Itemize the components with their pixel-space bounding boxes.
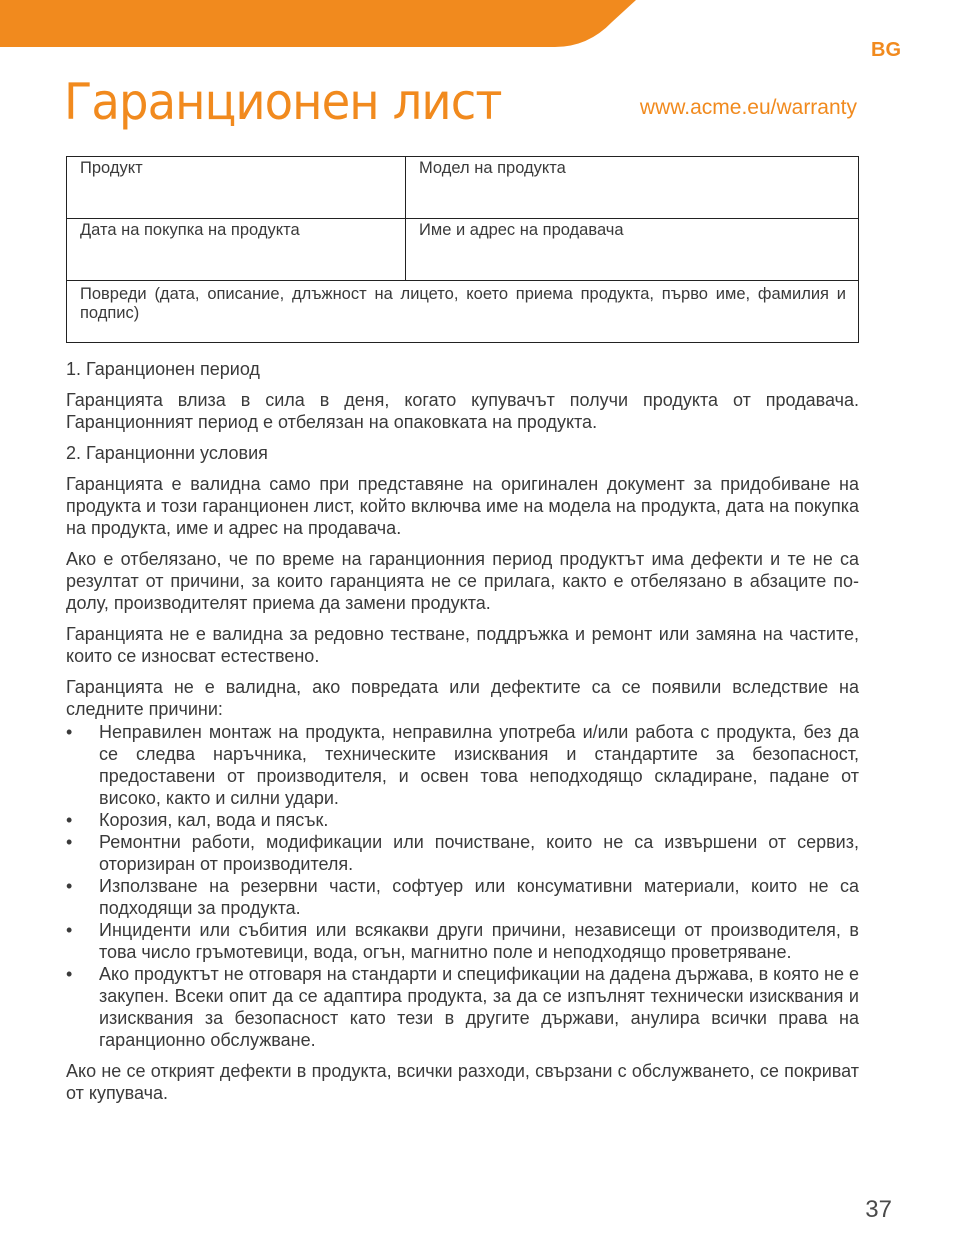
warranty-conditions bbox=[66, 358, 859, 1113]
purchase-date-field[interactable]: Дата на покупка на продукта bbox=[67, 219, 406, 281]
paragraph-1: Гаранцията е валидна само при представяне на оригинален документ за придобиване на продукта и този гаранционен лист, който включва име на модела на продукта, дата на покупка на продукта, име и адрес на продавача. bbox=[66, 474, 859, 538]
warranty-url[interactable]: www.acme.eu/warranty bbox=[639, 96, 857, 119]
paragraph-4: Гаранцията не е валидна, ако повредата или дефектите са се появили вследствие на следните причини: bbox=[66, 677, 859, 719]
product-model-field[interactable]: Модел на продукта bbox=[406, 157, 859, 219]
list-item: • Инциденти или събития или всякакви други причини, независещи от производителя, в това число гръмотевици, вода, огън, магнитно поле и неподходящо проветряване. bbox=[66, 920, 859, 962]
damages-field[interactable]: Повреди (дата, описание, длъжност на лицето, което приема продукта, първо име, фамилия и подпис) bbox=[67, 281, 859, 343]
product-field[interactable]: Продукт bbox=[67, 157, 406, 219]
paragraph-5: Ако не се открият дефекти в продукта, всички разходи, свързани с обслужването, се покриват от купувача. bbox=[66, 1061, 859, 1103]
list-item: • Неправилен монтаж на продукта, неправилна употреба и/или работа с продукта, без да се следва наръчника, техническите изисквания и стандартите за безопасност, предоставени от производителя, и освен това неподходящо складиране, падане от високо, както и силни удари. bbox=[66, 722, 859, 808]
bullet-icon: • bbox=[66, 722, 73, 742]
orange-banner-shape bbox=[0, 0, 636, 47]
section-1-title: 1. Гаранционен период bbox=[66, 359, 260, 379]
language-code: BG bbox=[871, 39, 901, 61]
page-title: Гаранционен лист bbox=[64, 73, 502, 131]
section-2-title: 2. Гаранционни условия bbox=[66, 443, 268, 463]
paragraph-2: Ако е отбелязано, че по време на гаранционния период продуктът има дефекти и те не са резултат от причини, за които гаранцията не се прилага, както е отбелязано в абзаците по-долу, производителят приема да замени продукта. bbox=[66, 549, 859, 613]
paragraph-3: Гаранцията не е валидна за редовно тестване, поддръжка и ремонт или замяна на частите, които се износват естествено. bbox=[66, 624, 859, 666]
exclusions-list bbox=[66, 721, 859, 1051]
warranty-form-table bbox=[66, 156, 859, 343]
list-item: • Корозия, кал, вода и пясък. bbox=[66, 810, 329, 830]
page-number: 37 bbox=[865, 1196, 892, 1223]
header-banner bbox=[0, 0, 636, 47]
section-1-text: Гаранцията влиза в сила в деня, когато купувачът получи продукта от продавача. Гаранционният период е отбелязан на опаковката на продукта. bbox=[66, 390, 859, 432]
bullet-icon: • bbox=[66, 876, 73, 896]
list-item: • Ремонтни работи, модификации или почистване, които не са извършени от сервиз, оторизиран от производителя. bbox=[66, 832, 859, 874]
bullet-icon: • bbox=[66, 920, 73, 940]
list-item: • Ако продуктът не отговаря на стандарти и спецификации на дадена държава, в която не е закупен. Всеки опит да се адаптира продукта, за да се изпълнят технически изисквания и изисквания за безопасност като тези в другите държави, анулира всички права на гаранционно обслужване. bbox=[66, 964, 859, 1050]
list-item: • Използване на резервни части, софтуер или консумативни материали, които не са подходящи за продукта. bbox=[66, 876, 859, 918]
seller-field[interactable]: Име и адрес на продавача bbox=[406, 219, 859, 281]
bullet-icon: • bbox=[66, 964, 73, 984]
bullet-icon: • bbox=[66, 810, 73, 830]
bullet-icon: • bbox=[66, 832, 73, 852]
